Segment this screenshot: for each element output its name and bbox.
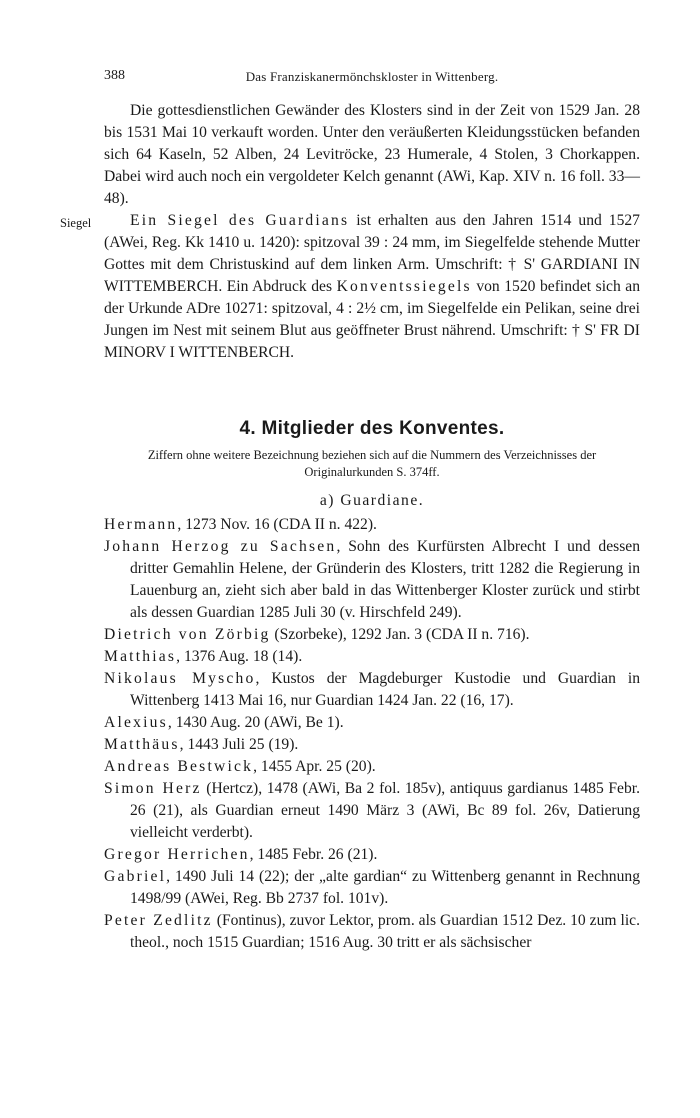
guardian-details: (Szorbeke), 1292 Jan. 3 (CDA II n. 716). xyxy=(270,626,530,643)
guardian-list xyxy=(104,514,640,954)
subheading-guardiane: a) Guardiane. xyxy=(319,492,425,509)
guardian-details: , 1443 Juli 25 (19). xyxy=(179,736,299,753)
guardian-details: , 1485 Febr. 26 (21). xyxy=(249,846,378,863)
guardian-name: Simon Herz xyxy=(104,780,202,797)
konvent-seal-term: Konventssiegels xyxy=(336,278,472,295)
guardian-name: Hermann xyxy=(104,516,178,533)
list-item xyxy=(104,778,640,844)
guardian-name: Peter Zedlitz xyxy=(104,912,213,929)
guardian-name: Gregor Herrichen xyxy=(104,846,250,863)
guardian-details: , 1490 Juli 14 (22); der „alte gardian“ zu Wittenberg genannt in Rechnung 1498/99 (AWei, Reg. Bb 2737 fol. 101v). xyxy=(130,868,640,907)
paragraph-vestments: Die gottesdienstlichen Gewänder des Klosters sind in der Zeit von 1529 Jan. 28 bis 1531 Mai 10 verkauft worden. Unter den veräußerten Kleidungsstücken befanden sich 64 Kaseln, 52 Alben, 24 Levitröcke, 23 Humerale, 4 Stolen, 3 Chorkappen. Dabei wird auch noch ein vergoldeter Kelch genannt (AWi, Kap. XIV n. 16 foll. 33—48). xyxy=(104,102,640,207)
guardian-details: (Fontinus), zuvor Lektor, prom. als Guardian 1512 Dez. 10 zum lic. theol., noch 1515 Guardian; 1516 Aug. 30 tritt er als sächsischer xyxy=(130,912,640,951)
guardian-name: Nikolaus Myscho xyxy=(104,670,256,687)
guardian-name: Johann Herzog zu Sachsen xyxy=(104,538,337,555)
guardian-name: Gabriel xyxy=(104,868,167,885)
seal-lead: Ein Siegel des Guardians xyxy=(130,212,350,229)
guardian-name: Matthäus xyxy=(104,736,180,753)
list-item xyxy=(104,514,640,536)
guardian-details: , 1430 Aug. 20 (AWi, Be 1). xyxy=(167,714,344,731)
seal-body-2: von 1520 befindet sich an der Urkunde ADre 10271: spitzoval, 4 : 2½ cm, im Siegelfelde ein Pelikan, seine drei Jungen im Nest mit seinem Blut aus geöffneter Brust nährend. Umschrift: † S' FR DI MINORV I WITTENBERCH. xyxy=(104,278,641,361)
section-title: 4. Mitglieder des Konventes. xyxy=(239,418,505,439)
list-item xyxy=(104,646,640,668)
page-header xyxy=(104,68,640,86)
body-text-2 xyxy=(104,210,640,364)
list-item xyxy=(104,866,640,910)
list-item xyxy=(104,734,640,756)
list-item xyxy=(104,910,640,954)
guardian-details: , 1273 Nov. 16 (CDA II n. 422). xyxy=(177,516,377,533)
section-note: Ziffern ohne weitere Bezeichnung beziehen sich auf die Nummern des Verzeichnisses der Originalurkunden S. 374ff. xyxy=(147,448,597,479)
guardian-details: (Hertcz), 1478 (AWi, Ba 2 fol. 185v), antiquus gardianus 1485 Febr. 26 (21), als Guardian erneut 1490 März 3 (AWi, Bc 89 fol. 26v, Datierung vielleicht verderbt). xyxy=(130,780,640,841)
list-item xyxy=(104,756,640,778)
guardian-name: Matthias xyxy=(104,648,177,665)
list-item xyxy=(104,844,640,866)
margin-note: Siegel xyxy=(60,216,92,230)
page-number: 388 xyxy=(104,68,125,83)
guardian-details: , 1376 Aug. 18 (14). xyxy=(176,648,303,665)
list-item xyxy=(104,712,640,734)
list-item xyxy=(104,668,640,712)
guardian-details: , Kustos der Magdeburger Kustodie und Guardian in Wittenberg 1413 Mai 16, nur Guardian 1424 Jan. 22 (16, 17). xyxy=(130,670,640,709)
running-title: Das Franziskanermönchskloster in Wittenberg. xyxy=(245,69,499,84)
list-item xyxy=(104,624,640,646)
body-text-1 xyxy=(104,100,640,210)
guardian-name: Andreas Bestwick xyxy=(104,758,254,775)
list-item xyxy=(104,536,640,624)
guardian-name: Alexius xyxy=(104,714,168,731)
guardian-name: Dietrich von Zörbig xyxy=(104,626,271,643)
seal-body: ist erhalten aus den Jahren 1514 und 1527 (AWei, Reg. Kk 1410 u. 1420): spitzoval 39 : 24 mm, im Siegelfelde stehende Mutter Gottes mit dem Christuskind auf dem linken Arm. Umschrift: † S' GARDIANI IN WITTEMBERCH. Ein Abdruck des xyxy=(104,212,640,295)
guardian-details: , Sohn des Kurfürsten Albrecht I und dessen dritter Gemahlin Helene, der Gründerin des Klosters, tritt 1282 die Regierung in Lauenburg an, zieht sich aber bald in das Wittenberger Kloster zurück und stirbt als dessen Guardian 1285 Juli 30 (v. Hirschfeld 249). xyxy=(130,538,640,621)
guardian-details: , 1455 Apr. 25 (20). xyxy=(253,758,376,775)
paragraph-seals xyxy=(104,210,640,364)
